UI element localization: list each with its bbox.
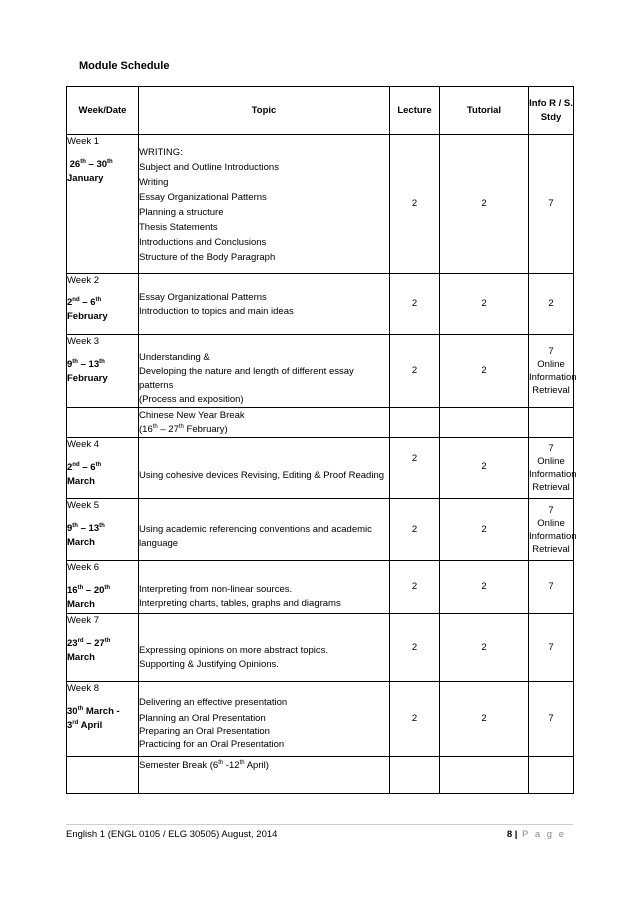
topic-cell: Semester Break (6th -12th April)	[139, 757, 390, 794]
lecture-cell: 2	[390, 561, 440, 614]
footer-course-info: English 1 (ENGL 0105 / ELG 30505) August, 2014	[66, 829, 278, 840]
info-cell: 7 Online Information Retrieval	[529, 438, 574, 499]
empty-cell	[390, 408, 440, 438]
tutorial-cell: 2	[440, 335, 529, 408]
module-schedule-table	[66, 86, 577, 794]
table-row	[67, 438, 574, 499]
tutorial-cell: 2	[440, 274, 529, 335]
lecture-cell: 2	[390, 682, 440, 757]
table-row	[67, 614, 574, 682]
table-row	[67, 335, 574, 408]
info-cell: 7 Online Information Retrieval	[529, 499, 574, 561]
tutorial-cell: 2	[440, 499, 529, 561]
empty-cell	[390, 757, 440, 794]
table-row	[67, 682, 574, 757]
empty-cell	[529, 408, 574, 438]
topic-cell: Understanding & Developing the nature and length of different essay patterns (Process and exposition)	[139, 335, 390, 408]
empty-cell	[67, 757, 139, 794]
tutorial-cell: 2	[440, 135, 529, 274]
topic-cell: Using academic referencing conventions and academic language	[139, 499, 390, 561]
section-heading: Module Schedule	[79, 60, 170, 72]
lecture-cell: 2	[390, 135, 440, 274]
empty-cell	[67, 408, 139, 438]
empty-cell	[440, 757, 529, 794]
week-cell: Week 7 23rd – 27th March	[67, 614, 139, 682]
empty-cell	[440, 408, 529, 438]
table-row	[67, 408, 574, 438]
table-row	[67, 135, 574, 274]
header-info: Info R / S. Stdy	[529, 87, 574, 135]
week-cell: Week 2 2nd – 6th February	[67, 274, 139, 335]
topic-cell: Expressing opinions on more abstract topics. Supporting & Justifying Opinions.	[139, 614, 390, 682]
tutorial-cell: 2	[440, 438, 529, 499]
week-cell: Week 6 16th – 20th March	[67, 561, 139, 614]
info-cell: 2	[529, 274, 574, 335]
topic-cell: Delivering an effective presentation Planning an Oral Presentation Preparing an Oral Presentation Practicing for an Oral Presentation	[139, 682, 390, 757]
empty-cell	[529, 757, 574, 794]
table-row	[67, 757, 574, 794]
topic-cell: Essay Organizational Patterns Introduction to topics and main ideas	[139, 274, 390, 335]
info-cell: 7	[529, 561, 574, 614]
lecture-cell: 2	[390, 499, 440, 561]
tutorial-cell: 2	[440, 682, 529, 757]
info-cell: 7	[529, 135, 574, 274]
topic-cell: WRITING: Subject and Outline Introductions Writing Essay Organizational Patterns Planning a structure Thesis Statements Introductions and Conclusions Structure of the Body Paragraph	[139, 135, 390, 274]
lecture-cell: 2	[390, 335, 440, 408]
week-cell: Week 8 30th March - 3rd April	[67, 682, 139, 757]
header-lecture: Lecture	[390, 87, 440, 135]
table-row	[67, 499, 574, 561]
tutorial-cell: 2	[440, 614, 529, 682]
info-cell: 7 Online Information Retrieval	[529, 335, 574, 408]
topic-cell: Using cohesive devices Revising, Editing & Proof Reading	[139, 438, 390, 499]
lecture-cell: 2	[390, 614, 440, 682]
topic-cell: Chinese New Year Break (16th – 27th February)	[139, 408, 390, 438]
week-cell: Week 1 26th – 30th January	[67, 135, 139, 274]
tutorial-cell: 2	[440, 561, 529, 614]
footer-page-number: 8 | P a g e	[506, 829, 566, 840]
lecture-cell: 2	[390, 438, 440, 499]
week-cell: Week 4 2nd – 6th March	[67, 438, 139, 499]
topic-cell: Interpreting from non-linear sources. Interpreting charts, tables, graphs and diagrams	[139, 561, 390, 614]
week-cell: Week 3 9th – 13th February	[67, 335, 139, 408]
table-row	[67, 561, 574, 614]
header-tutorial: Tutorial	[440, 87, 529, 135]
lecture-cell: 2	[390, 274, 440, 335]
table-row	[67, 274, 574, 335]
table-header-row	[67, 87, 574, 135]
info-cell: 7	[529, 614, 574, 682]
header-week: Week/Date	[67, 87, 139, 135]
footer-divider	[66, 824, 573, 825]
header-topic: Topic	[139, 87, 390, 135]
info-cell: 7	[529, 682, 574, 757]
week-cell: Week 5 9th – 13th March	[67, 499, 139, 561]
